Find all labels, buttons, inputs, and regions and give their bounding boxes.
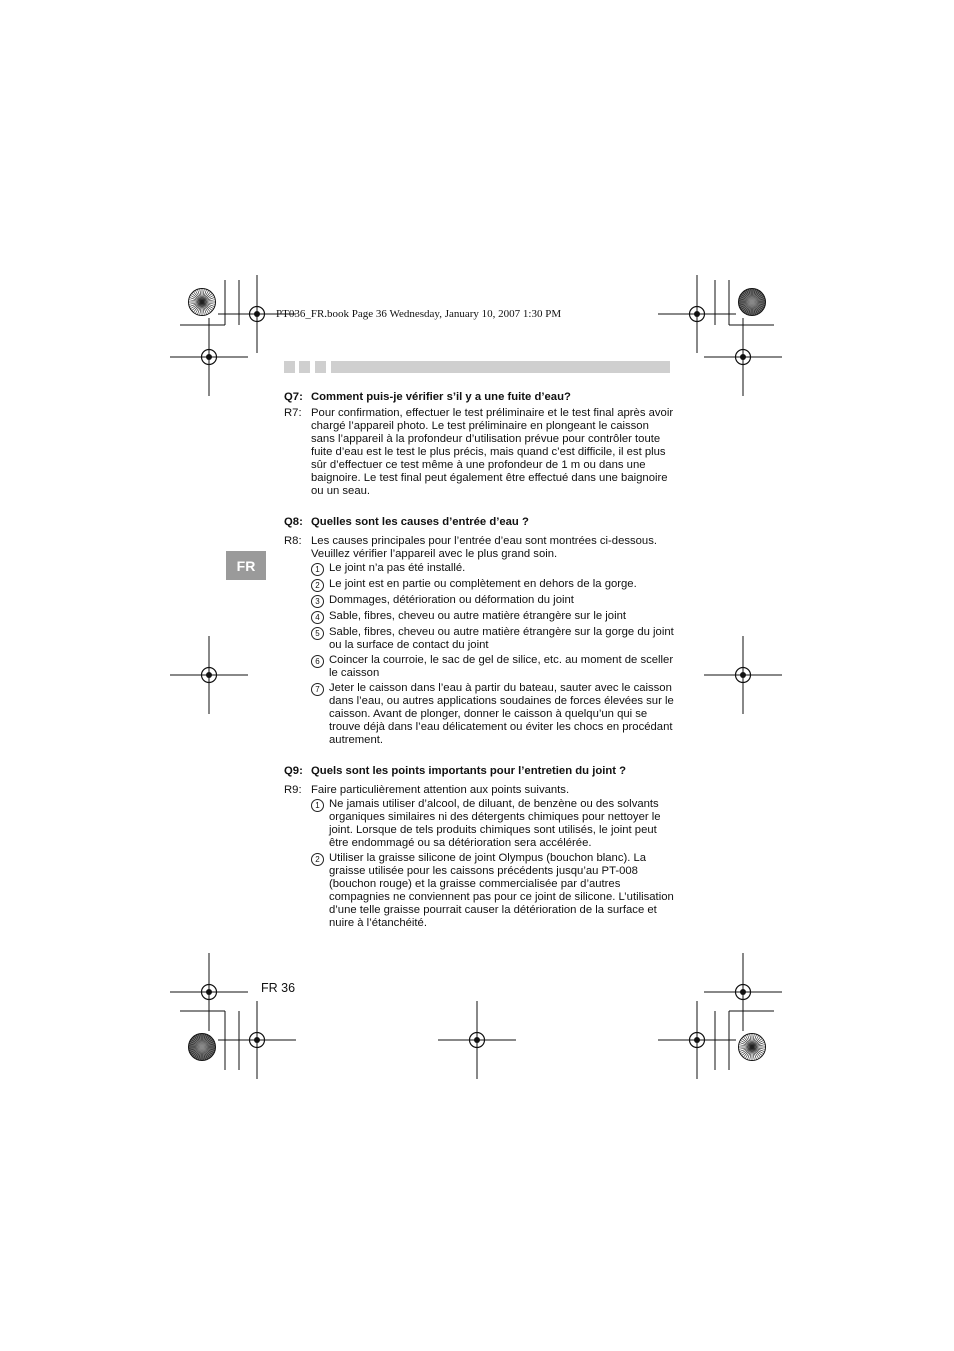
question-row [284, 391, 674, 404]
circled-number: 2 [311, 853, 324, 866]
answer-text: Pour confirmation, effectuer le test préliminaire et le test final après avoir chargé l’appareil photo. Le test préliminaire en plongeant le caisson sans l’appareil à la profondeur d’utilisation prévue pour contrôler toute fuite d’eau est le test le plus précis, mais quand c’est difficile, il est plus sûr d’effectuer ce test même à une profondeur de 1 m ou dans une baignoire. Le test final peut également être effectué dans une baignoire ou un seau. [311, 407, 674, 497]
registration-dot [206, 989, 212, 995]
registration-dot [206, 672, 212, 678]
list-item-text: Coincer la courroie, le sac de gel de silice, etc. au moment de sceller le caisson [329, 654, 674, 679]
answer-label: R7: [284, 407, 302, 419]
question-label: Q9: [284, 765, 303, 777]
header-stripe [331, 361, 670, 373]
registration-dot [740, 989, 746, 995]
registration-dot [694, 1037, 700, 1043]
header-block [284, 361, 295, 373]
list-item [311, 626, 674, 652]
circled-number: 1 [311, 799, 324, 812]
cause-list [311, 562, 674, 747]
question-label: Q8: [284, 516, 303, 528]
page-number: FR 36 [261, 981, 296, 995]
list-item [311, 682, 674, 747]
section-header-bar [284, 361, 670, 373]
answer-text: Les causes principales pour l’entrée d’eau sont montrées ci-dessous. Veuillez vérifier l’appareil avec le plus grand soin. [311, 535, 658, 560]
list-item-text: Ne jamais utiliser d’alcool, de diluant, de benzène ou des solvants organiques similaires ni des détergents chimiques pour nettoyer le joint. Lorsque de tels produits chimiques sont utilisés, le joint peut être endommagé ou sa détérioration sera accélérée. [329, 798, 661, 849]
registration-dot [474, 1037, 480, 1043]
answer-row [284, 784, 674, 797]
question-row [284, 516, 674, 529]
qa-block-q9 [284, 765, 674, 930]
registration-dot [206, 354, 212, 360]
registration-dot [694, 311, 700, 317]
question-text: Quels sont les points importants pour l’entretien du joint ? [311, 765, 627, 777]
list-item-text: Sable, fibres, cheveu ou autre matière étrangère sur le joint [329, 610, 627, 622]
circled-number: 4 [311, 611, 324, 624]
list-item-text: Le joint est en partie ou complètement en dehors de la gorge. [329, 578, 637, 590]
circled-number: 3 [311, 595, 324, 608]
answer-text: Faire particulièrement attention aux points suivants. [311, 784, 570, 796]
list-item [311, 610, 674, 624]
answer-label: R8: [284, 535, 302, 547]
circled-number: 1 [311, 563, 324, 576]
answer-row [284, 535, 674, 561]
list-item [311, 798, 674, 850]
print-header-line: PT036_FR.book Page 36 Wednesday, January 10, 2007 1:30 PM [276, 308, 562, 320]
question-text: Quelles sont les causes d’entrée d’eau ? [311, 516, 529, 528]
qa-block-q7 [284, 391, 674, 498]
list-item-text: Sable, fibres, cheveu ou autre matière étrangère sur la gorge du joint ou la surface de contact du joint [329, 626, 674, 651]
list-item [311, 852, 674, 930]
header-block [299, 361, 310, 373]
maintenance-list [311, 798, 674, 930]
header-block [315, 361, 326, 373]
circled-number: 2 [311, 579, 324, 592]
registration-dot [254, 1037, 260, 1043]
list-item-text: Utiliser la graisse silicone de joint Olympus (bouchon blanc). La graisse utilisée pour les caissons précédents jusqu’au PT-008 (bouchon rouge) et la graisse commercialisée par d’autres compagnies ne conviennent pas pour ce joint de silicone. L’utilisation d’une telle graisse pourrait causer la détérioration de la surface et nuire à l’étanchéité. [329, 852, 674, 929]
circled-number: 5 [311, 627, 324, 640]
list-item-text: Jeter le caisson dans l’eau à partir du bateau, sauter avec le caisson dans l’eau, ou autres applications soudaines de forces élevées sur le caisson. Avant de plonger, donner le caisson à quelqu’un qui se trouve déjà dans l’eau délicatement ou éviter les chocs en procédant autrement. [329, 682, 674, 746]
circled-number: 7 [311, 683, 324, 696]
qa-content [284, 391, 674, 948]
list-item [311, 578, 674, 592]
list-item [311, 594, 674, 608]
question-row [284, 765, 674, 778]
answer-row [284, 407, 674, 498]
language-tab: FR [226, 551, 266, 580]
list-item-text: Le joint n’a pas été installé. [329, 562, 466, 574]
list-item-text: Dommages, détérioration ou déformation du joint [329, 594, 574, 606]
qa-block-q8 [284, 516, 674, 747]
registration-dot [254, 311, 260, 317]
answer-label: R9: [284, 784, 302, 796]
list-item [311, 654, 674, 680]
registration-dot [740, 672, 746, 678]
list-item [311, 562, 674, 576]
registration-dot [740, 354, 746, 360]
circled-number: 6 [311, 655, 324, 668]
question-text: Comment puis-je vérifier s’il y a une fuite d’eau? [311, 391, 571, 403]
question-label: Q7: [284, 391, 303, 403]
